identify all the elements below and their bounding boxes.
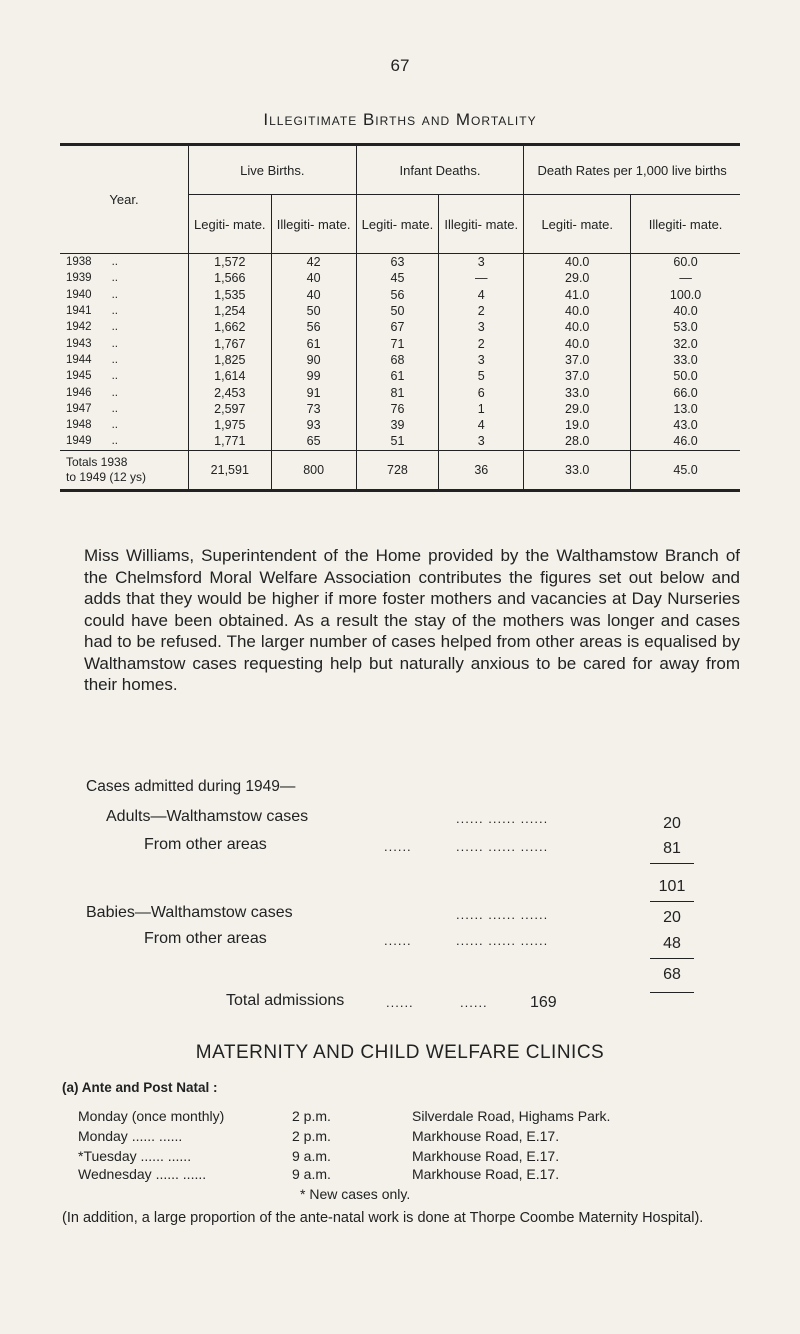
clinic-time: 2 p.m. xyxy=(292,1128,331,1144)
table-cell: 39 xyxy=(356,417,439,433)
body-paragraph: Miss Williams, Superintendent of the Home provided by the Walthamstow Branch of the Chelmsford Moral Welfare Association contributes the figures set out below and adds that they would be higher if more foster mothers and vacancies at Day Nurseries could have been obtained. As a result the stay of the mothers was longer and cases had to be refused. The larger number of cases helped from other areas is equalised by Walthamstow cases requesting help but naturally anxious to be cared for away from their homes. xyxy=(84,546,740,694)
table-cell: 1 xyxy=(439,401,524,417)
babies-other-value: 48 xyxy=(663,935,681,952)
table-cell: 5 xyxy=(439,368,524,384)
table-cell: 40.0 xyxy=(524,303,631,319)
table-cell: 53.0 xyxy=(631,319,740,335)
clinic-place: Silverdale Road, Highams Park. xyxy=(412,1108,611,1124)
table-cell: 3 xyxy=(439,319,524,335)
clinic-place: Markhouse Road, E.17. xyxy=(412,1128,560,1144)
leader-dots: ...... ...... ...... xyxy=(456,839,549,854)
year-cell: 1938 .. xyxy=(66,256,118,269)
table-cell: 40.0 xyxy=(524,254,631,271)
table-cell: 33.0 xyxy=(524,450,631,490)
subheader-legitimate: Legiti- mate. xyxy=(189,195,272,254)
year-cell: 1946 .. xyxy=(66,386,118,399)
table-row xyxy=(60,270,740,286)
table-row xyxy=(60,303,740,319)
table-cell: 60.0 xyxy=(631,254,740,271)
table-cell: 21,591 xyxy=(189,450,272,490)
subheader-illegitimate: Illegiti- mate. xyxy=(631,195,740,254)
table-cell: 1,572 xyxy=(189,254,272,271)
sum-rule xyxy=(650,992,694,993)
table-cell: 29.0 xyxy=(524,401,631,417)
table-cell: 32.0 xyxy=(631,335,740,351)
leader-dots: ...... ...... ...... xyxy=(456,907,549,922)
table-cell: 40.0 xyxy=(631,303,740,319)
table-cell: 1,254 xyxy=(189,303,272,319)
table-cell: 46.0 xyxy=(631,433,740,450)
leader-dots: ...... xyxy=(384,839,412,854)
table-cell: — xyxy=(631,270,740,286)
table-cell: 76 xyxy=(356,401,439,417)
leader-dots: ...... ...... ...... xyxy=(456,933,549,948)
table-cell: 29.0 xyxy=(524,270,631,286)
table-cell: 93 xyxy=(271,417,356,433)
cases-heading: Cases admitted during 1949— xyxy=(86,778,296,795)
table-cell: 33.0 xyxy=(631,352,740,368)
clinics-subheading: (a) Ante and Post Natal : xyxy=(62,1080,218,1095)
clinic-row xyxy=(78,1128,758,1150)
year-header: Year. xyxy=(60,145,189,254)
page-title: Illegitimate Births and Mortality xyxy=(263,110,537,129)
table-cell: 36 xyxy=(439,450,524,490)
table-row xyxy=(60,368,740,384)
total-admissions-label: Total admissions xyxy=(226,992,345,1009)
table-row xyxy=(60,319,740,335)
adults-other-value: 81 xyxy=(663,840,681,857)
table-row xyxy=(60,352,740,368)
table-cell: 56 xyxy=(356,287,439,303)
table-row xyxy=(60,401,740,417)
babies-other-label: From other areas xyxy=(144,930,267,947)
table-cell: 42 xyxy=(271,254,356,271)
clinic-day: Monday (once monthly) xyxy=(78,1108,225,1124)
clinics-heading: MATERNITY AND CHILD WELFARE CLINICS xyxy=(195,1042,605,1063)
table-cell: 28.0 xyxy=(524,433,631,450)
live-births-header: Live Births. xyxy=(189,145,357,195)
leader-dots: ...... xyxy=(384,933,412,948)
clinic-row xyxy=(78,1166,758,1188)
table-cell: 33.0 xyxy=(524,384,631,400)
table-cell: 37.0 xyxy=(524,368,631,384)
clinics-addition: (In addition, a large proportion of the ante-natal work is done at Thorpe Coombe Maternity Hospital). xyxy=(62,1210,704,1226)
table-cell: 67 xyxy=(356,319,439,335)
table-cell: 66.0 xyxy=(631,384,740,400)
year-cell: 1944 .. xyxy=(66,353,118,366)
year-cell: 1943 .. xyxy=(66,337,118,350)
year-cell: 1948 .. xyxy=(66,419,118,432)
table-cell: 71 xyxy=(356,335,439,351)
total-admissions-value: 169 xyxy=(530,994,557,1011)
table-cell: 2,453 xyxy=(189,384,272,400)
table-cell: 4 xyxy=(439,287,524,303)
leader-dots: ...... ...... ...... xyxy=(456,811,549,826)
table-cell: 728 xyxy=(356,450,439,490)
leader-dots: ...... xyxy=(386,995,414,1010)
table-cell: 1,614 xyxy=(189,368,272,384)
sum-rule xyxy=(650,863,694,864)
clinic-day: Wednesday ...... ...... xyxy=(78,1166,207,1182)
table-cell: 68 xyxy=(356,352,439,368)
table-cell: 2 xyxy=(439,303,524,319)
table-cell: 1,535 xyxy=(189,287,272,303)
table-cell: 13.0 xyxy=(631,401,740,417)
year-cell: 1949 .. xyxy=(66,435,118,448)
table-cell: 50 xyxy=(271,303,356,319)
table-cell: 100.0 xyxy=(631,287,740,303)
table-row xyxy=(60,335,740,351)
table-cell: 56 xyxy=(271,319,356,335)
table-cell: 1,771 xyxy=(189,433,272,450)
adults-walthamstow-label: Adults—Walthamstow cases xyxy=(106,808,309,825)
table-cell: 61 xyxy=(356,368,439,384)
year-cell: 1942 .. xyxy=(66,321,118,334)
year-cell: 1939 .. xyxy=(66,272,118,285)
table-body xyxy=(60,254,740,451)
table-cell: 40.0 xyxy=(524,335,631,351)
table-cell: 91 xyxy=(271,384,356,400)
babies-total-value: 68 xyxy=(663,966,681,983)
babies-walthamstow-label: Babies—Walthamstow cases xyxy=(86,904,293,921)
table-cell: 4 xyxy=(439,417,524,433)
page-number: 67 xyxy=(390,56,410,75)
babies-walthamstow-value: 20 xyxy=(663,909,681,926)
table-cell: 41.0 xyxy=(524,287,631,303)
subheader-legitimate: Legiti- mate. xyxy=(356,195,439,254)
table-cell: 63 xyxy=(356,254,439,271)
death-rates-header: Death Rates per 1,000 live births xyxy=(524,145,740,195)
year-cell: 1947 .. xyxy=(66,402,118,415)
table-cell: 1,662 xyxy=(189,319,272,335)
table-cell: 43.0 xyxy=(631,417,740,433)
sum-rule xyxy=(650,958,694,959)
year-cell: 1940 .. xyxy=(66,288,118,301)
leader-dots: ...... xyxy=(460,995,488,1010)
table-cell: 45 xyxy=(356,270,439,286)
adults-total-value: 101 xyxy=(658,878,686,895)
table-cell: 65 xyxy=(271,433,356,450)
table-cell: 50.0 xyxy=(631,368,740,384)
totals-row xyxy=(60,450,740,490)
table-cell: 6 xyxy=(439,384,524,400)
table-cell: 3 xyxy=(439,352,524,368)
clinic-place: Markhouse Road, E.17. xyxy=(412,1148,560,1164)
table-cell: 3 xyxy=(439,433,524,450)
table-cell: 50 xyxy=(356,303,439,319)
clinics-note: * New cases only. xyxy=(300,1186,411,1202)
table-cell: 3 xyxy=(439,254,524,271)
clinic-time: 9 a.m. xyxy=(292,1166,331,1182)
table-cell: 1,566 xyxy=(189,270,272,286)
subheader-illegitimate: Illegiti- mate. xyxy=(439,195,524,254)
table-row xyxy=(60,254,740,271)
clinic-time: 9 a.m. xyxy=(292,1148,331,1164)
table-cell: 51 xyxy=(356,433,439,450)
births-mortality-table xyxy=(60,143,740,492)
table-row xyxy=(60,384,740,400)
table-cell: 1,767 xyxy=(189,335,272,351)
table-cell: 40.0 xyxy=(524,319,631,335)
adults-walthamstow-value: 20 xyxy=(663,815,681,832)
year-cell: 1941 .. xyxy=(66,305,118,318)
infant-deaths-header: Infant Deaths. xyxy=(356,145,524,195)
totals-label: Totals 1938 to 1949 (12 ys) xyxy=(60,450,189,490)
clinic-time: 2 p.m. xyxy=(292,1108,331,1124)
table-cell: 40 xyxy=(271,287,356,303)
adults-other-label: From other areas xyxy=(144,836,267,853)
clinic-day: *Tuesday ...... ...... xyxy=(78,1148,192,1164)
table-cell: 73 xyxy=(271,401,356,417)
table-row xyxy=(60,433,740,450)
clinic-place: Markhouse Road, E.17. xyxy=(412,1166,560,1182)
year-cell: 1945 .. xyxy=(66,370,118,383)
table-cell: 81 xyxy=(356,384,439,400)
table-cell: 2,597 xyxy=(189,401,272,417)
table-cell: — xyxy=(439,270,524,286)
clinic-row xyxy=(78,1108,758,1130)
table-cell: 61 xyxy=(271,335,356,351)
table-cell: 99 xyxy=(271,368,356,384)
table-cell: 2 xyxy=(439,335,524,351)
table-cell: 37.0 xyxy=(524,352,631,368)
table-cell: 1,975 xyxy=(189,417,272,433)
table-cell: 800 xyxy=(271,450,356,490)
table-row xyxy=(60,417,740,433)
table-cell: 19.0 xyxy=(524,417,631,433)
sum-rule xyxy=(650,901,694,902)
table-cell: 40 xyxy=(271,270,356,286)
clinic-day: Monday ...... ...... xyxy=(78,1128,183,1144)
table-cell: 1,825 xyxy=(189,352,272,368)
subheader-legitimate: Legiti- mate. xyxy=(524,195,631,254)
subheader-illegitimate: Illegiti- mate. xyxy=(271,195,356,254)
table-cell: 45.0 xyxy=(631,450,740,490)
table-row xyxy=(60,287,740,303)
table-cell: 90 xyxy=(271,352,356,368)
